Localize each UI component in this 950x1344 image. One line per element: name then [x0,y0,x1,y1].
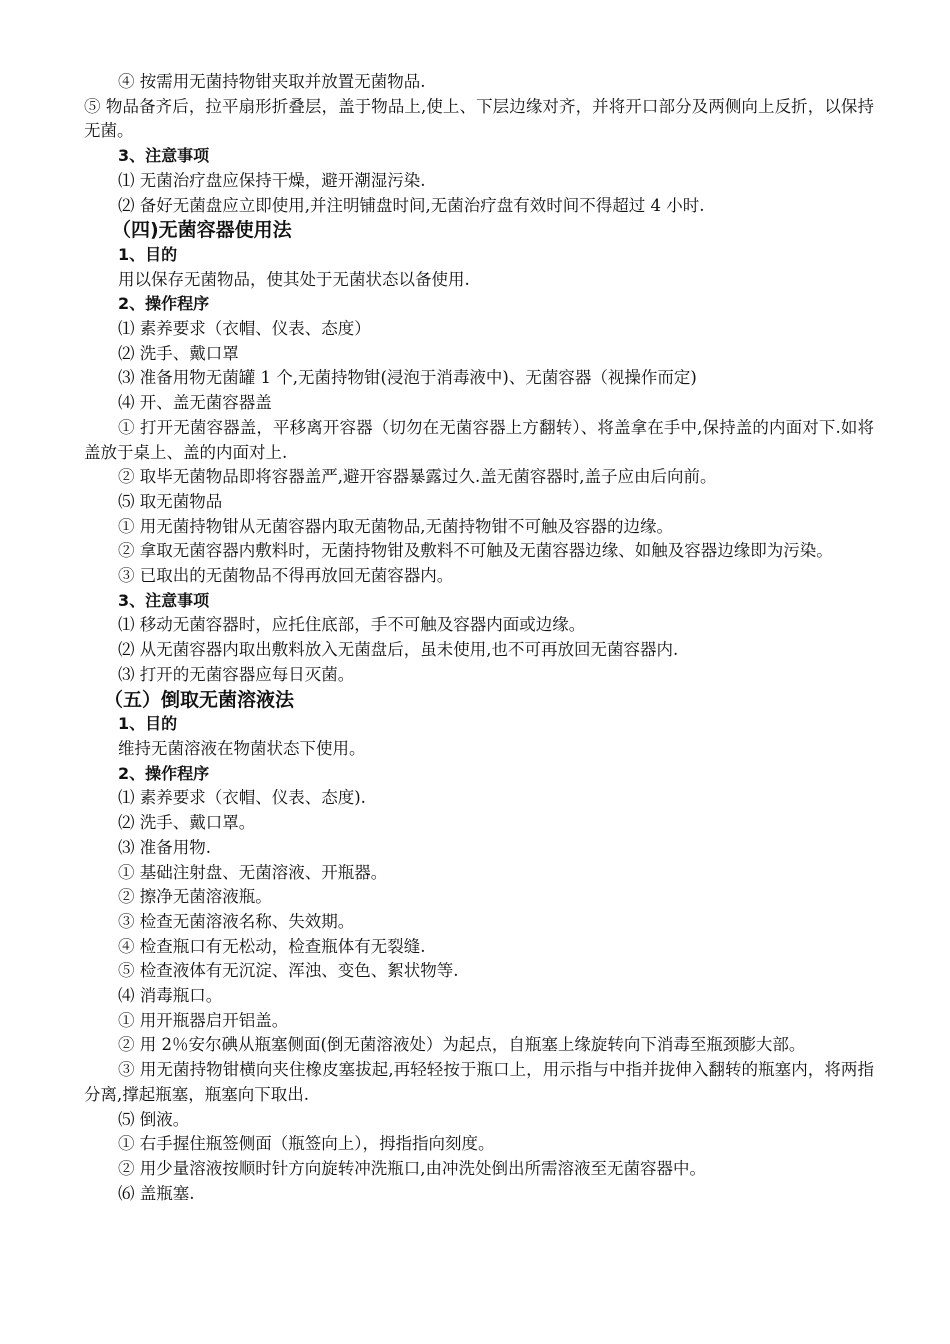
step-item: ③ 已取出的无菌物品不得再放回无菌容器内。 [118,566,454,586]
step-item: ① 基础注射盘、无菌溶液、开瓶器。 [118,862,388,882]
section-heading: （四)无菌容器使用法 [112,219,292,242]
note-item: ⑵ 从无菌容器内取出敷料放入无菌盘后，虽未使用,也不可再放回无菌容器内. [118,640,679,660]
step-item: ① 打开无菌容器盖，平移离开容器（切勿在无菌容器上方翻转）、将盖拿在手中,保持盖的内面对下.如将盖放于桌上、盖的内面对上. [84,417,874,462]
step-item: ⑷ 消毒瓶口。 [118,986,223,1006]
step-item: ⑸ 倒液。 [118,1109,190,1129]
step-item: ⑷ 开、盖无菌容器盖 [118,393,272,413]
step-item: ⑤ 物品备齐后，拉平扇形折叠层，盖于物品上,使上、下层边缘对齐，并将开口部分及两侧向上反折，以保持无菌。 [84,96,874,141]
paragraph: 维持无菌溶液在物菌状态下使用。 [118,738,366,758]
step-item: ③ 用无菌持物钳横向夹住橡皮塞拔起,再轻轻按于瓶口上，用示指与中指并拢伸入翻转的瓶塞内，将两指分离,撑起瓶塞，瓶塞向下取出. [84,1060,874,1104]
step-item: ⑤ 检查液体有无沉淀、浑浊、变色、絮状物等. [118,961,459,981]
note-item: ⑶ 打开的无菌容器应每日灭菌。 [118,664,355,684]
note-item: ⑴ 无菌治疗盘应保持干燥，避开潮湿污染. [118,170,426,190]
step-item: ⑴ 素养要求（衣帽、仪表、态度). [118,788,366,808]
step-item: ① 用无菌持物钳从无菌容器内取无菌物品,无菌持物钳不可触及容器的边缘。 [118,516,673,536]
step-item: ⑶ 准备用物无菌罐 1 个,无菌持物钳(浸泡于消毒液中)、无菌容器（视操作而定) [118,368,697,388]
step-item: ② 拿取无菌容器内敷料时，无菌持物钳及敷料不可触及无菌容器边缘、如触及容器边缘即为污染。 [118,541,833,561]
subsection-heading: 1、目的 [118,714,178,734]
step-item: ② 擦净无菌溶液瓶。 [118,887,272,907]
step-item: ⑵ 洗手、戴口罩。 [118,813,256,833]
note-item: ⑵ 备好无菌盘应立即使用,并注明铺盘时间,无菌治疗盘有效时间不得超过 4 小时. [118,195,705,215]
subsection-heading: 2、操作程序 [118,763,210,783]
subsection-heading: 3、注意事项 [118,590,210,610]
step-item: ④ 检查瓶口有无松动，检查瓶体有无裂缝. [118,936,426,956]
document-page [84,70,874,1206]
section-heading: （五）倒取无菌溶液法 [104,688,295,711]
step-item: ③ 检查无菌溶液名称、失效期。 [118,911,355,931]
step-item: ⑸ 取无菌物品 [118,491,223,511]
step-item: ② 用少量溶液按顺时针方向旋转冲洗瓶口,由冲洗处倒出所需溶液至无菌容器中。 [118,1158,706,1178]
step-item: ② 取毕无菌物品即将容器盖严,避开容器暴露过久.盖无菌容器时,盖子应由后向前。 [118,467,717,487]
step-item: ⑹ 盖瓶塞. [118,1183,195,1203]
step-item: ⑵ 洗手、戴口罩 [118,343,239,363]
step-item: ④ 按需用无菌持物钳夹取并放置无菌物品. [118,72,426,91]
step-item: ② 用 2％安尔碘从瓶塞侧面(倒无菌溶液处）为起点，自瓶塞上缘旋转向下消毒至瓶颈膨大部。 [118,1035,806,1055]
subsection-heading: 1、目的 [118,244,178,264]
subsection-heading: 3、注意事项 [118,146,210,166]
step-item: ① 用开瓶器启开铝盖。 [118,1010,289,1030]
subsection-heading: 2、操作程序 [118,294,210,314]
note-item: ⑴ 移动无菌容器时，应托住底部，手不可触及容器内面或边缘。 [118,615,586,635]
step-item: ① 右手握住瓶签侧面（瓶签向上），拇指指向刻度。 [118,1134,495,1154]
step-item: ⑴ 素养要求（衣帽、仪表、态度） [118,319,371,339]
paragraph: 用以保存无菌物品，使其处于无菌状态以备使用. [118,269,470,289]
step-item: ⑶ 准备用物. [118,837,211,857]
